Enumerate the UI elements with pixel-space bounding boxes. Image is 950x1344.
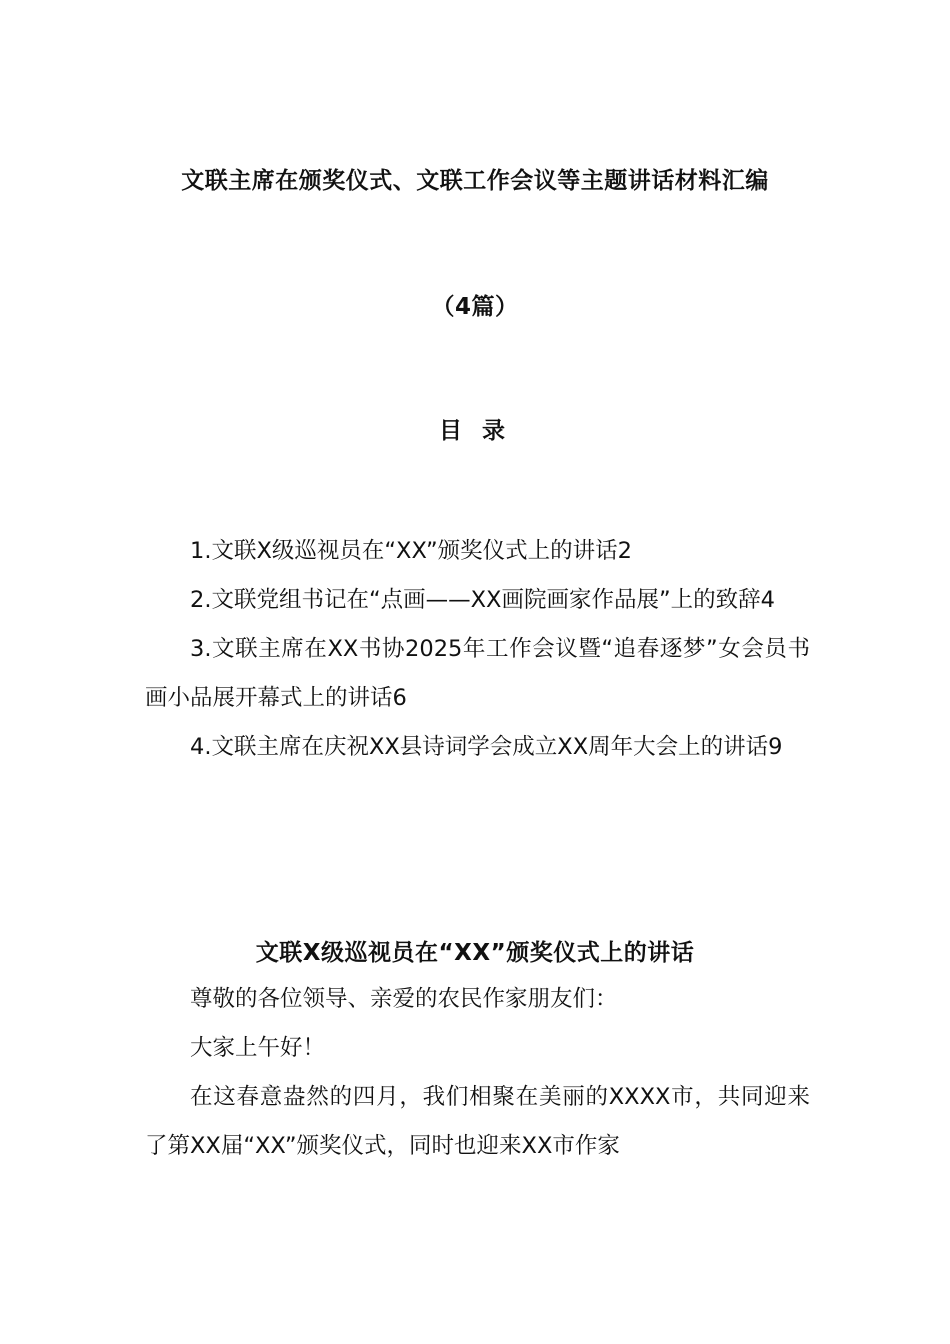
document-main-title: 文联主席在颁奖仪式、文联工作会议等主题讲话材料汇编 xyxy=(181,168,769,194)
salutation-paragraph: 尊敬的各位领导、亲爱的农民作家朋友们： xyxy=(190,986,618,1012)
toc-item[interactable]: 4.文联主席在庆祝XX县诗词学会成立XX周年大会上的讲话9 xyxy=(190,734,783,760)
toc-heading: 目 录 xyxy=(438,418,511,444)
document-count-title: （4篇） xyxy=(431,294,519,320)
toc-item[interactable]: 3.文联主席在XX书协2025年工作会议暨“追春逐梦”女会员书画小品展开幕式上的讲话6 xyxy=(145,636,810,711)
article-title: 文联X级巡视员在“XX”颁奖仪式上的讲话 xyxy=(255,940,695,966)
table-of-contents xyxy=(145,527,810,772)
article-body xyxy=(145,975,810,1171)
greeting-paragraph: 大家上午好！ xyxy=(190,1035,326,1061)
toc-item[interactable]: 2.文联党组书记在“点画——XX画院画家作品展”上的致辞4 xyxy=(190,587,775,613)
body-paragraph: 在这春意盎然的四月，我们相聚在美丽的XXXX市，共同迎来了第XX届“XX”颁奖仪式，同时也迎来XX市作家 xyxy=(145,1084,810,1159)
toc-item[interactable]: 1.文联X级巡视员在“XX”颁奖仪式上的讲话2 xyxy=(190,538,632,564)
